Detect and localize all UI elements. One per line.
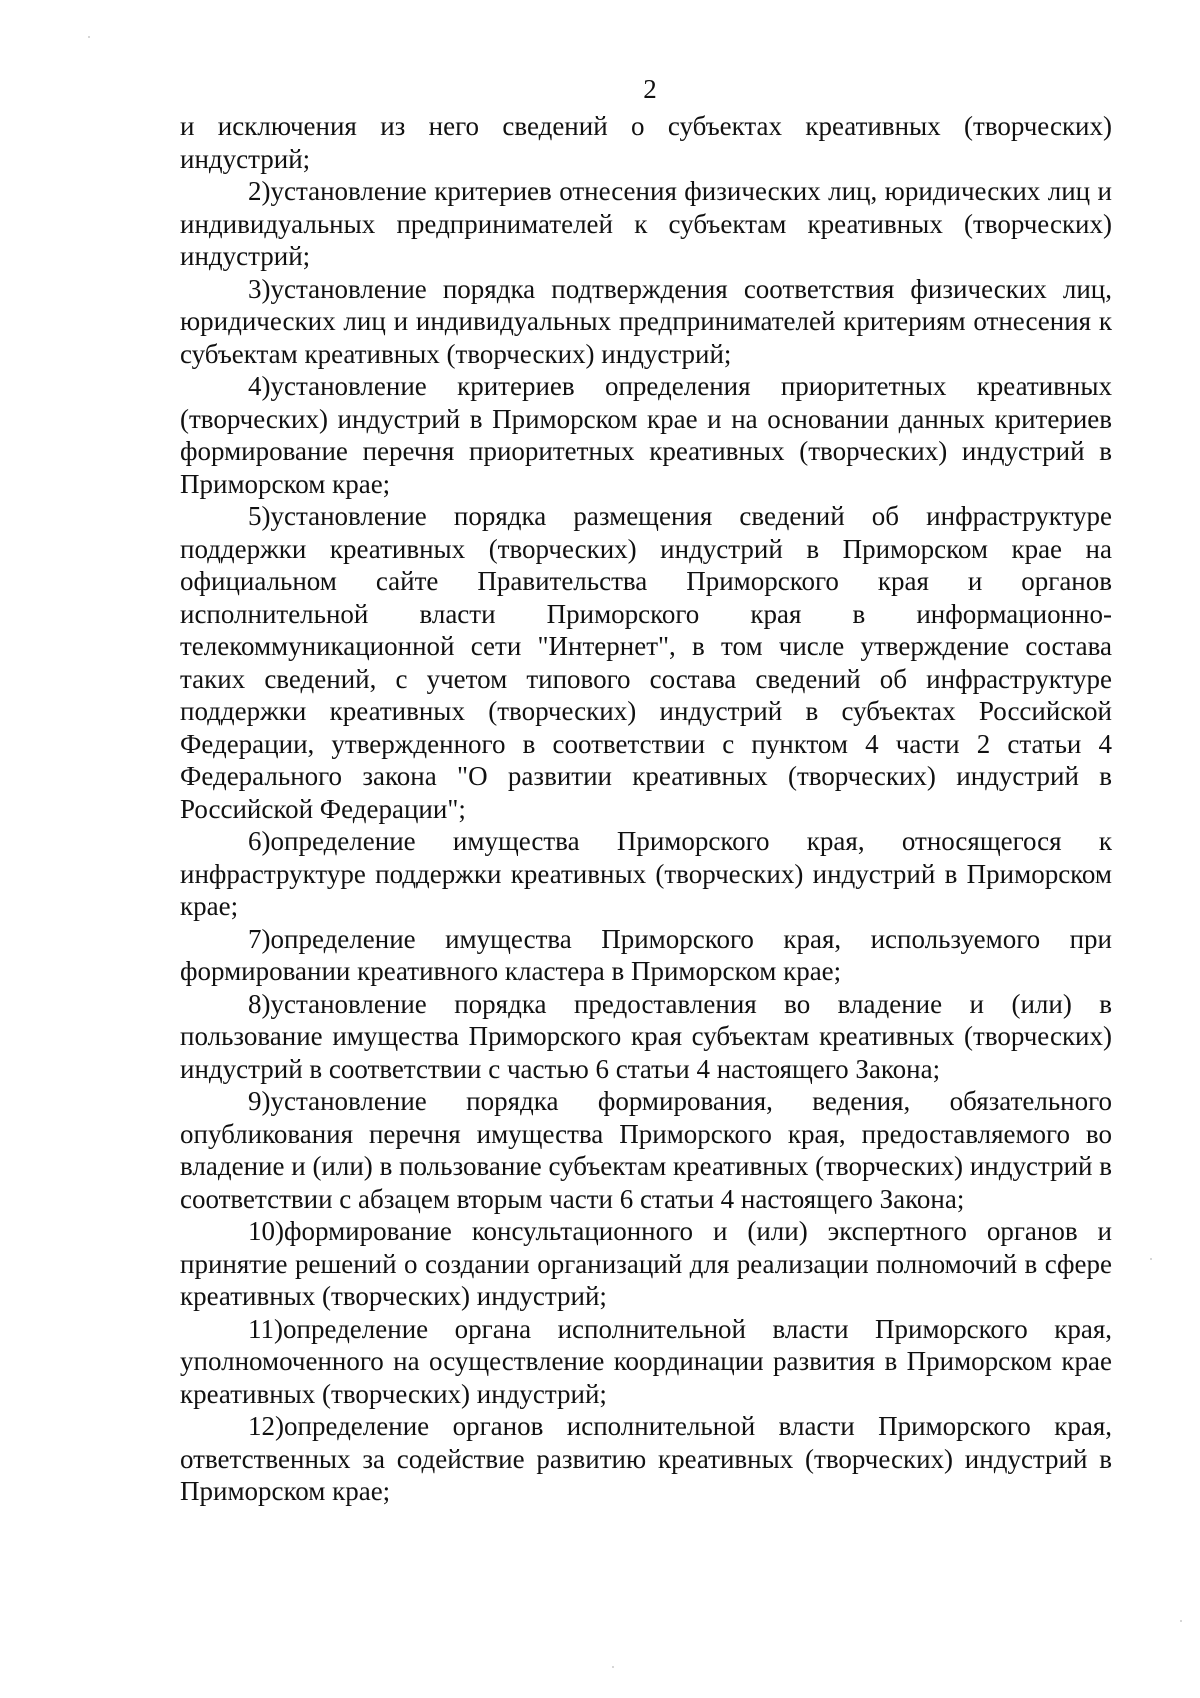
- list-item-4: 4)установление критериев определения приоритетных креативных (творческих) индустрий в Приморском крае и на основании данных критериев формирование перечня приоритетных креативных (творческих) индустрий в Приморском крае;: [180, 371, 1112, 499]
- scan-speck: [88, 36, 90, 38]
- list-item-3: 3)установление порядка подтверждения соответствия физических лиц, юридических лиц и индивидуальных предпринимателей критериям отнесения к субъектам креативных (творческих) индустрий;: [180, 273, 1112, 369]
- scan-speck: [612, 1666, 614, 1668]
- list-item-11: 11)определение органа исполнительной власти Приморского края, уполномоченного на осуществление координации развития в Приморском крае креативных (творческих) индустрий;: [180, 1313, 1112, 1409]
- list-item-7: 7)определение имущества Приморского края, используемого при формировании креативного кластера в Приморском крае;: [180, 923, 1112, 986]
- list-item-5: 5)установление порядка размещения сведений об инфраструктуре поддержки креативных (творческих) индустрий в Приморском крае на официальном сайте Правительства Приморского края и органов исполнительной власти Приморского края в информационно-телекоммуникационной сети "Интернет", в том числе утверждение состава таких сведений, с учетом типового состава сведений об инфраструктуре поддержки креативных (творческих) индустрий в субъектах Российской Федерации, утвержденного в соответствии с пунктом 4 части 2 статьи 4 Федерального закона "О развитии креативных (творческих) индустрий в Российской Федерации";: [180, 501, 1112, 824]
- paragraph-continuation: и исключения из него сведений о субъектах креативных (творческих) индустрий;: [180, 111, 1112, 174]
- scan-speck: [1150, 1258, 1152, 1260]
- page-number: 2: [643, 74, 657, 104]
- list-item-6: 6)определение имущества Приморского края, относящегося к инфраструктуре поддержки креативных (творческих) индустрий в Приморском крае;: [180, 826, 1112, 921]
- list-item-9: 9)установление порядка формирования, ведения, обязательного опубликования перечня имущества Приморского края, предоставляемого во владение и (или) в пользование субъектам креативных (творческих) индустрий в соответствии с абзацем вторым части 6 статьи 4 настоящего Закона;: [180, 1086, 1112, 1214]
- list-item-8: 8)установление порядка предоставления во владение и (или) в пользование имущества Приморского края субъектам креативных (творческих) индустрий в соответствии с частью 6 статьи 4 настоящего Закона;: [180, 988, 1112, 1084]
- list-item-12: 12)определение органов исполнительной власти Приморского края, ответственных за содействие развитию креативных (творческих) индустрий в Приморском крае;: [180, 1411, 1112, 1506]
- scan-speck: [1180, 1620, 1182, 1622]
- list-item-10: 10)формирование консультационного и (или) экспертного органов и принятие решений о создании организаций для реализации полномочий в сфере креативных (творческих) индустрий;: [180, 1216, 1112, 1311]
- list-item-2: 2)установление критериев отнесения физических лиц, юридических лиц и индивидуальных предпринимателей к субъектам креативных (творческих) индустрий;: [180, 176, 1112, 271]
- document-body: [180, 110, 1112, 1508]
